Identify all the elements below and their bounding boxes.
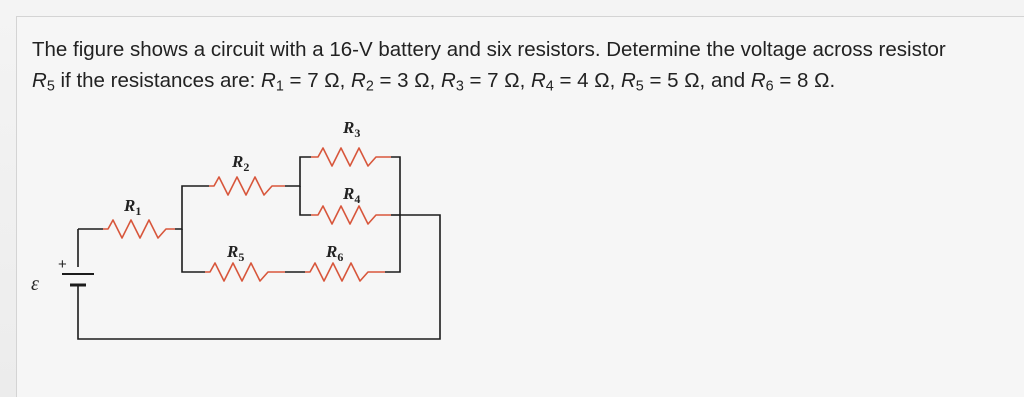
resistor-r1 [103, 220, 175, 238]
battery-emf-symbol: ε [31, 273, 39, 295]
wire-junction-left [175, 186, 209, 229]
intro-text: The figure shows a circuit with a 16-V battery and six resistors. Determine the voltage across resistor [32, 38, 946, 61]
battery-plus-sign: + [58, 256, 67, 273]
label-r2: $R_2$ [232, 152, 250, 174]
label-r5: $R_5$ [227, 242, 245, 264]
label-r3: $R_3$ [343, 118, 361, 140]
res-r5: $R_5 = 5$ Ω, [620, 69, 711, 95]
label-r4: $R_4$ [343, 184, 361, 206]
res-r1: $R_1 = 7$ Ω, [261, 69, 352, 95]
resistor-r2 [209, 177, 285, 195]
res-r3: $R_3 = 7$ Ω, [441, 69, 531, 95]
res-r6: $R_6 = 8$ Ω. [750, 69, 836, 95]
target-sub: 5 [46, 78, 55, 95]
label-r1: $R_1$ [124, 196, 142, 218]
and-word: and [710, 69, 751, 92]
wire-left-bottom [78, 215, 440, 339]
wire-junction-down [182, 229, 205, 272]
res-r4: $R_4 = 4$ Ω, [530, 69, 621, 95]
wire-parallel-left-down [300, 186, 311, 215]
resistor-r6 [305, 263, 385, 281]
target-var: R [32, 69, 47, 92]
condition-text: if the resistances are: [54, 69, 262, 92]
resistor-r3 [311, 148, 391, 166]
label-r6: $R_6$ [326, 242, 344, 264]
res-r2: $R_2 = 3$ Ω, [351, 69, 441, 95]
resistor-r4 [311, 206, 391, 224]
resistor-r5 [205, 263, 285, 281]
wire-r2-right [285, 157, 311, 186]
